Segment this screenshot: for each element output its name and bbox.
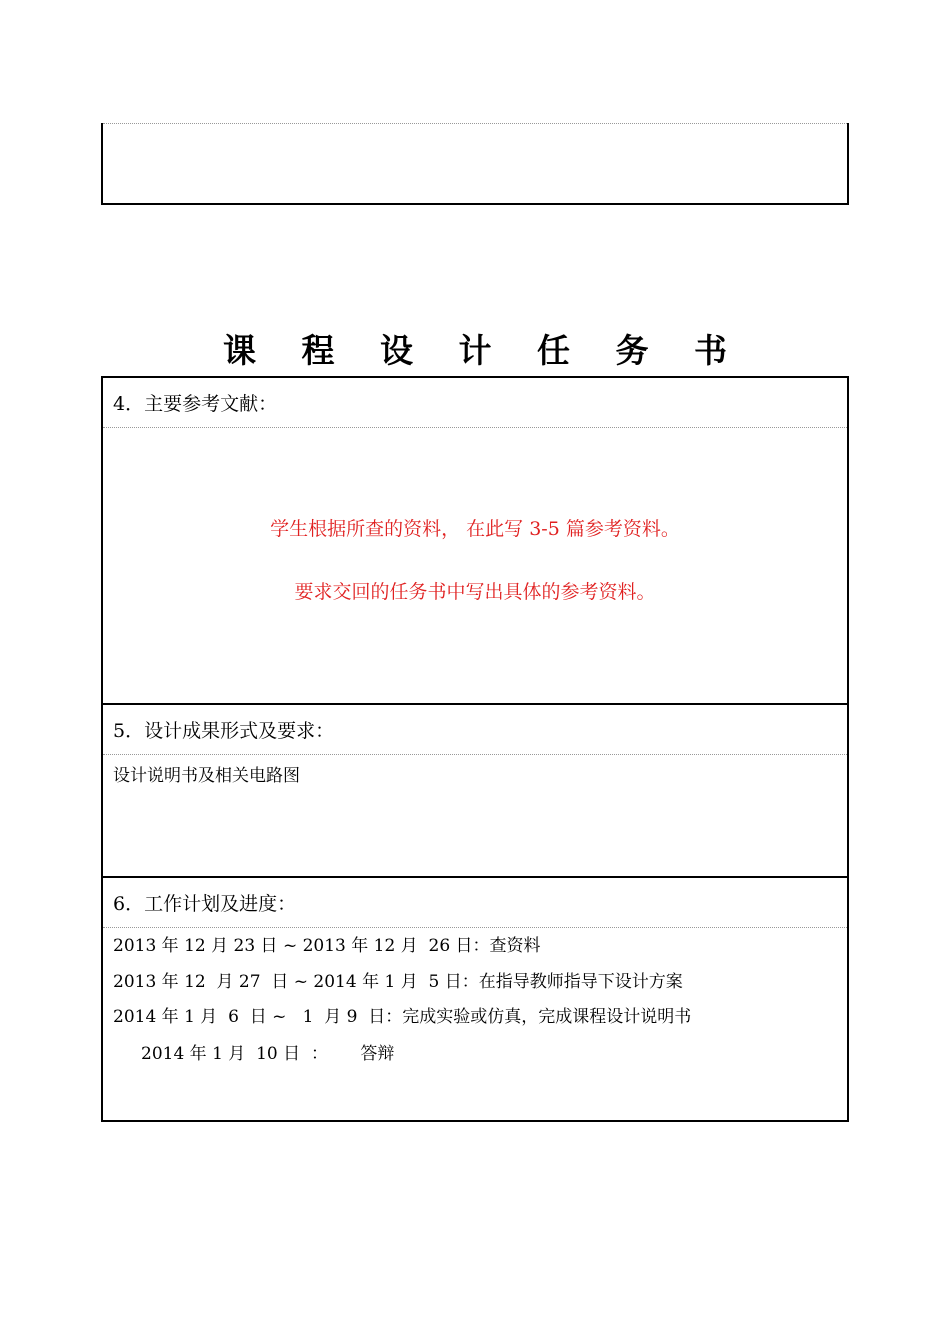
section-references — [103, 378, 847, 705]
section-schedule — [103, 878, 847, 1122]
section-deliverables — [103, 705, 847, 878]
dotted-divider — [103, 123, 847, 124]
deliverables-content: 设计说明书及相关电路图 — [113, 766, 300, 786]
schedule-item: 2014 年 1 月 10 日 ： 答辩 — [141, 1044, 395, 1064]
references-note-2: 要求交回的任务书中写出具体的参考资料。 — [294, 581, 656, 603]
previous-table-bottom — [101, 123, 849, 205]
schedule-item: 2013 年 12 月 23 日 ~ 2013 年 12 月 26 日：查资料 — [113, 936, 541, 956]
references-note-1: 学生根据所查的资料， 在此写 3-5 篇参考资料。 — [270, 518, 680, 540]
section-deliverables-heading: 5．设计成果形式及要求： — [103, 705, 847, 755]
task-table — [101, 376, 849, 1122]
section-references-heading: 4．主要参考文献： — [103, 378, 847, 428]
schedule-item: 2014 年 1 月 6 日 ~ 1 月 9 日：完成实验或仿真，完成课程设计说明书 — [113, 1007, 692, 1027]
schedule-item: 2013 年 12 月 27 日 ~ 2014 年 1 月 5 日：在指导教师指导下设计方案 — [113, 972, 683, 992]
page-title: 课 程 设 计 任 务 书 — [223, 331, 744, 370]
section-schedule-heading: 6．工作计划及进度： — [103, 878, 847, 928]
